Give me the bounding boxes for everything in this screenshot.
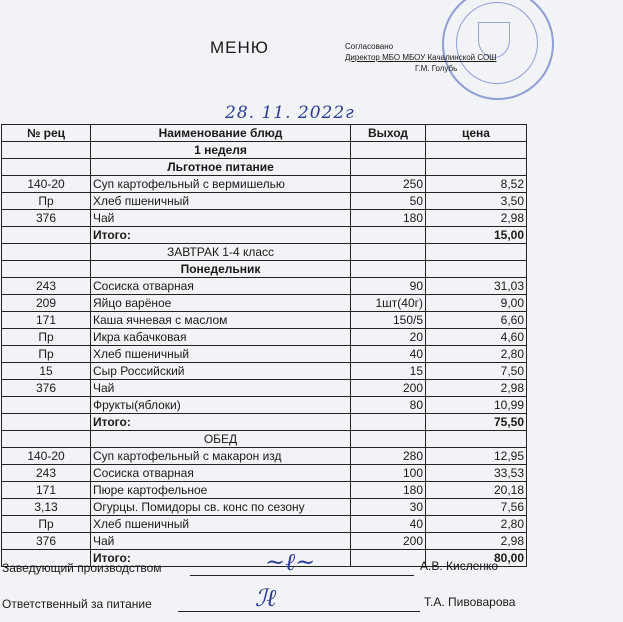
signature-role-1: Заведующий производством bbox=[2, 561, 162, 575]
table-cell: 1 неделя bbox=[91, 142, 351, 159]
table-cell bbox=[351, 431, 426, 448]
table-cell: № рец bbox=[2, 125, 91, 142]
table-row bbox=[2, 295, 527, 312]
table-cell: 280 bbox=[351, 448, 426, 465]
approval-label: Согласовано bbox=[345, 42, 394, 51]
table-cell: 50 bbox=[351, 193, 426, 210]
table-row bbox=[2, 533, 527, 550]
table-cell: 4,60 bbox=[426, 329, 527, 346]
section-row bbox=[2, 261, 527, 278]
table-cell: Пюре картофельное bbox=[91, 482, 351, 499]
section-row bbox=[2, 431, 527, 448]
table-cell: 243 bbox=[2, 278, 91, 295]
table-cell: Каша ячневая с маслом bbox=[91, 312, 351, 329]
table-cell: 171 bbox=[2, 482, 91, 499]
table-cell: 6,60 bbox=[426, 312, 527, 329]
table-cell bbox=[351, 414, 426, 431]
table-cell: 15,00 bbox=[426, 227, 527, 244]
table-row bbox=[2, 312, 527, 329]
table-cell: Хлеб пшеничный bbox=[91, 516, 351, 533]
table-cell: Итого: bbox=[91, 550, 351, 567]
table-cell: 33,53 bbox=[426, 465, 527, 482]
table-cell: Наименование блюд bbox=[91, 125, 351, 142]
table-cell: 1шт(40г) bbox=[351, 295, 426, 312]
table-cell: 12,95 bbox=[426, 448, 527, 465]
table-cell bbox=[426, 261, 527, 278]
table-row bbox=[2, 397, 527, 414]
signature-line-2 bbox=[178, 611, 420, 612]
table-cell: Хлеб пшеничный bbox=[91, 346, 351, 363]
table-cell: 243 bbox=[2, 465, 91, 482]
table-cell: Сыр Российский bbox=[91, 363, 351, 380]
table-cell: Итого: bbox=[91, 227, 351, 244]
table-cell bbox=[426, 244, 527, 261]
table-cell: 3,50 bbox=[426, 193, 527, 210]
table-cell bbox=[351, 142, 426, 159]
table-cell: 150/5 bbox=[351, 312, 426, 329]
table-row bbox=[2, 346, 527, 363]
table-cell: 209 bbox=[2, 295, 91, 312]
table-cell: 9,00 bbox=[426, 295, 527, 312]
table-cell: Выход bbox=[351, 125, 426, 142]
section-row bbox=[2, 142, 527, 159]
table-cell: Итого: bbox=[91, 414, 351, 431]
table-cell bbox=[2, 397, 91, 414]
table-cell: Фрукты(яблоки) bbox=[91, 397, 351, 414]
table-cell: Сосиска отварная bbox=[91, 278, 351, 295]
table-cell: 15 bbox=[2, 363, 91, 380]
table-cell: 2,98 bbox=[426, 210, 527, 227]
table-cell: Яйцо варёное bbox=[91, 295, 351, 312]
table-cell: 31,03 bbox=[426, 278, 527, 295]
table-row bbox=[2, 193, 527, 210]
signature-scribble-2: ℐℓ bbox=[255, 584, 277, 612]
table-cell bbox=[2, 261, 91, 278]
table-cell: 20,18 bbox=[426, 482, 527, 499]
table-cell bbox=[351, 227, 426, 244]
table-cell: Чай bbox=[91, 533, 351, 550]
table-cell bbox=[2, 414, 91, 431]
table-cell bbox=[426, 431, 527, 448]
table-cell: Хлеб пшеничный bbox=[91, 193, 351, 210]
table-cell: 80 bbox=[351, 397, 426, 414]
table-cell: 100 bbox=[351, 465, 426, 482]
approval-name: Г.М. Голубь bbox=[415, 64, 458, 73]
table-row bbox=[2, 329, 527, 346]
handwritten-date: 28. 11. 2022г bbox=[225, 103, 355, 123]
table-cell: Икра кабачковая bbox=[91, 329, 351, 346]
table-cell: Огурцы. Помидоры св. конс по сезону bbox=[91, 499, 351, 516]
table-cell bbox=[2, 159, 91, 176]
table-row bbox=[2, 482, 527, 499]
table-cell: 40 bbox=[351, 516, 426, 533]
table-cell: 200 bbox=[351, 533, 426, 550]
table-row bbox=[2, 499, 527, 516]
table-cell: 376 bbox=[2, 533, 91, 550]
approval-block bbox=[345, 41, 497, 73]
table-row bbox=[2, 278, 527, 295]
table-cell bbox=[351, 550, 426, 567]
table-cell: 7,56 bbox=[426, 499, 527, 516]
total-row bbox=[2, 414, 527, 431]
table-cell: Пр bbox=[2, 193, 91, 210]
document-title: МЕНЮ bbox=[210, 38, 269, 57]
total-row bbox=[2, 227, 527, 244]
table-cell bbox=[2, 244, 91, 261]
table-cell: 80,00 bbox=[426, 550, 527, 567]
approval-director: Директор МБО МБОУ Качалинской СОШ bbox=[345, 53, 497, 62]
signature-role-2: Ответственный за питание bbox=[2, 597, 152, 611]
signature-name-1: А.В. Кисленко bbox=[420, 559, 499, 573]
table-header-row bbox=[2, 125, 527, 142]
table-cell: Чай bbox=[91, 380, 351, 397]
section-row bbox=[2, 244, 527, 261]
table-cell: 200 bbox=[351, 380, 426, 397]
table-cell: Пр bbox=[2, 516, 91, 533]
table-cell: 3,13 bbox=[2, 499, 91, 516]
table-cell: 10,99 bbox=[426, 397, 527, 414]
table-cell: 250 bbox=[351, 176, 426, 193]
table-cell bbox=[426, 142, 527, 159]
table-cell: 2,98 bbox=[426, 380, 527, 397]
table-cell: Пр bbox=[2, 346, 91, 363]
table-cell bbox=[351, 261, 426, 278]
table-cell: 180 bbox=[351, 210, 426, 227]
table-row bbox=[2, 176, 527, 193]
table-cell bbox=[2, 227, 91, 244]
table-row bbox=[2, 465, 527, 482]
table-cell: Льготное питание bbox=[91, 159, 351, 176]
table-cell: 30 bbox=[351, 499, 426, 516]
table-cell: 20 bbox=[351, 329, 426, 346]
table-row bbox=[2, 448, 527, 465]
table-row bbox=[2, 380, 527, 397]
table-cell bbox=[2, 431, 91, 448]
table-row bbox=[2, 516, 527, 533]
table-cell: Суп картофельный с вермишелью bbox=[91, 176, 351, 193]
table-cell: Пр bbox=[2, 329, 91, 346]
section-row bbox=[2, 159, 527, 176]
table-cell: 140-20 bbox=[2, 448, 91, 465]
table-cell: ОБЕД bbox=[91, 431, 351, 448]
table-cell: 8,52 bbox=[426, 176, 527, 193]
table-cell: 180 bbox=[351, 482, 426, 499]
table-cell: 15 bbox=[351, 363, 426, 380]
table-cell: Понедельник bbox=[91, 261, 351, 278]
table-cell bbox=[351, 159, 426, 176]
signature-scribble-1: ~ℓ~ bbox=[265, 548, 316, 576]
table-row bbox=[2, 210, 527, 227]
table-cell: 140-20 bbox=[2, 176, 91, 193]
table-cell: 7,50 bbox=[426, 363, 527, 380]
table-cell: 2,80 bbox=[426, 516, 527, 533]
table-cell: 90 bbox=[351, 278, 426, 295]
table-cell: 376 bbox=[2, 210, 91, 227]
table-cell bbox=[426, 159, 527, 176]
table-cell: 2,80 bbox=[426, 346, 527, 363]
table-cell: 376 bbox=[2, 380, 91, 397]
table-cell: 2,98 bbox=[426, 533, 527, 550]
menu-table bbox=[1, 124, 527, 567]
table-cell: 40 bbox=[351, 346, 426, 363]
table-cell bbox=[351, 244, 426, 261]
signature-name-2: Т.А. Пивоварова bbox=[424, 595, 516, 609]
table-cell: цена bbox=[426, 125, 527, 142]
table-cell bbox=[2, 142, 91, 159]
table-cell: Чай bbox=[91, 210, 351, 227]
table-cell: 75,50 bbox=[426, 414, 527, 431]
table-cell: Сосиска отварная bbox=[91, 465, 351, 482]
table-cell: Суп картофельный с макарон изд bbox=[91, 448, 351, 465]
table-row bbox=[2, 363, 527, 380]
table-cell: ЗАВТРАК 1-4 класс bbox=[91, 244, 351, 261]
table-cell: 171 bbox=[2, 312, 91, 329]
